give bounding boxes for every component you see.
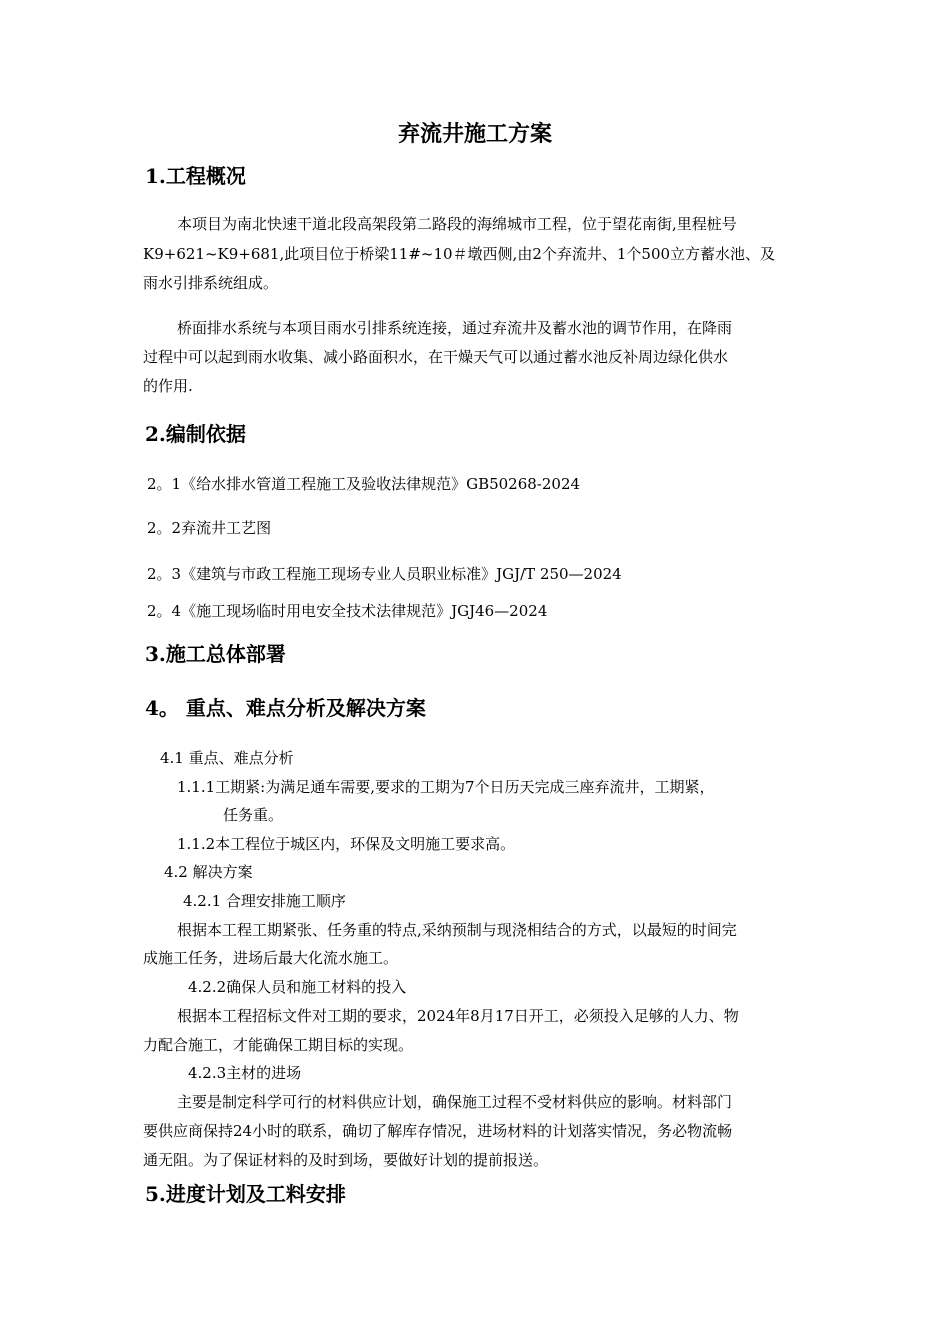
subsection-heading: 4.2 解决方案 [164,863,253,881]
section-heading-3: 3.施工总体部署 [145,642,286,666]
list-item-continuation: 任务重。 [223,806,284,824]
paragraph-line: 根据本工程招标文件对工期的要求，2024年8月17日开工，必须投入足够的人力、物 [177,1007,739,1025]
subsection-heading: 4.2.2确保人员和施工材料的投入 [188,978,407,996]
subsection-heading: 4.2.1 合理安排施工顺序 [183,892,346,910]
paragraph-line: 过程中可以起到雨水收集、减小路面积水，在干燥天气可以通过蓄水池反补周边绿化供水 [143,348,729,366]
paragraph-line: 桥面排水系统与本项目雨水引排系统连接，通过弃流井及蓄水池的调节作用，在降雨 [177,319,733,337]
paragraph-line: 成施工任务，进场后最大化流水施工。 [143,949,399,967]
section-heading-4: 4。 重点、难点分析及解决方案 [145,696,426,720]
paragraph-line: 通无阻。为了保证材料的及时到场，要做好计划的提前报送。 [143,1151,549,1169]
reference-item: 2。3《建筑与市政工程施工现场专业人员职业标准》JGJ/T 250—2024 [147,565,622,583]
paragraph-line: 力配合施工，才能确保工期目标的实现。 [143,1036,414,1054]
document-title: 弃流井施工方案 [397,121,552,147]
paragraph-line: 根据本工程工期紧张、任务重的特点,采纳预制与现浇相结合的方式，以最短的时间完 [177,921,737,939]
reference-item: 2。4《施工现场临时用电安全技术法律规范》JGJ46—2024 [147,602,548,620]
paragraph-line: 雨水引排系统组成。 [143,274,279,292]
paragraph-line: 本项目为南北快速干道北段高架段第二路段的海绵城市工程，位于望花南街,里程桩号 [177,215,737,233]
list-item: 1.1.1工期紧:为满足通车需要,要求的工期为7个日历天完成三座弃流井，工期紧， [177,778,715,796]
section-heading-5: 5.进度计划及工料安排 [145,1182,346,1206]
paragraph-line: 要供应商保持24小时的联系，确切了解库存情况，进场材料的计划落实情况，务必物流畅 [143,1122,733,1140]
subsection-heading: 4.2.3主材的进场 [188,1064,302,1082]
paragraph-line: K9+621~K9+681,此项目位于桥梁11#~10＃墩西侧,由2个弃流井、1个500立方蓄水池、及 [143,245,776,263]
section-heading-1: 1.工程概况 [145,164,246,188]
reference-item: 2。2弃流井工艺图 [147,519,272,537]
paragraph-line: 主要是制定科学可行的材料供应计划，确保施工过程不受材料供应的影响。材料部门 [177,1093,733,1111]
subsection-heading: 4.1 重点、难点分析 [160,749,294,767]
paragraph-line: 的作用. [143,377,193,395]
section-heading-2: 2.编制依据 [145,422,246,446]
list-item: 1.1.2本工程位于城区内，环保及文明施工要求高。 [177,835,516,853]
reference-item: 2。1《给水排水管道工程施工及验收法律规范》GB50268-2024 [147,475,581,493]
